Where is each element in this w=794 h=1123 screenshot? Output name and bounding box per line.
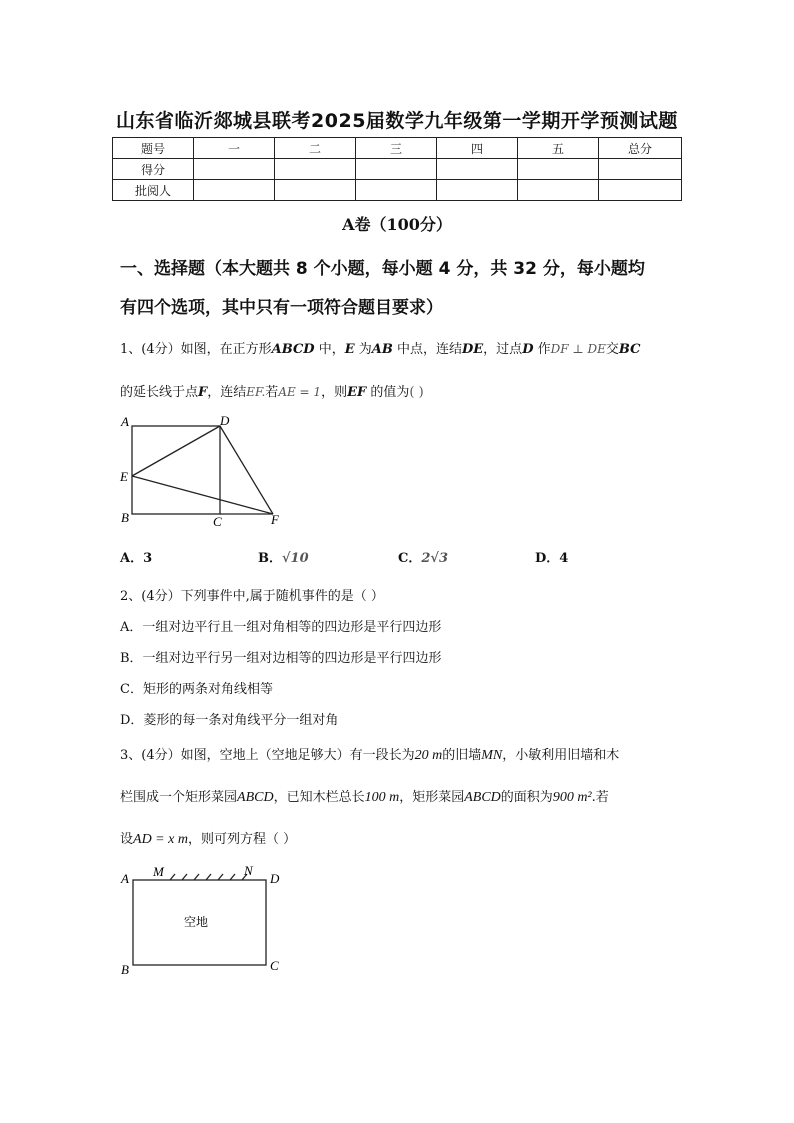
q1-label-c: C — [213, 514, 222, 529]
section-a-title: A卷（100分） — [342, 215, 452, 234]
q3-stem-line3 — [120, 828, 296, 848]
score-header-cell: 一 — [194, 138, 275, 159]
reviewer-cell[interactable] — [437, 180, 518, 201]
q3-math-ad: AD = x m — [133, 832, 188, 847]
reviewer-cell[interactable] — [194, 180, 275, 201]
q1-answer-paren: ( ) — [409, 385, 424, 400]
score-table — [112, 137, 682, 201]
q3-label-c: C — [270, 958, 279, 973]
q3-text: .若 — [591, 790, 609, 805]
q3-text: 设 — [120, 832, 134, 847]
q1-text: 交 — [605, 342, 619, 357]
q3-text: 栏围成一个矩形菜园 — [120, 790, 238, 805]
q1-label-b: B — [121, 510, 129, 525]
score-header-cell: 三 — [356, 138, 437, 159]
part1-heading-line1: 一、选择题（本大题共 8 个小题，每小题 4 分，共 32 分，每小题均 — [120, 259, 645, 279]
reviewer-cell[interactable] — [356, 180, 437, 201]
q1-term: ABCD — [271, 342, 315, 357]
q3-text: 3、(4分）如图，空地上（空地足够大）有一段长为 — [120, 748, 415, 763]
score-header-cell: 四 — [437, 138, 518, 159]
score-cell[interactable] — [356, 159, 437, 180]
q1-math-ae: AE = 1 — [278, 385, 322, 399]
q1-label-f: F — [271, 512, 279, 527]
q1-square-abcd — [132, 426, 220, 514]
q1-option-c-math: 2√3 — [421, 551, 448, 566]
q1-line-ef — [132, 476, 273, 514]
q1-text: 中点，连结 — [392, 342, 462, 357]
q1-option-b[interactable] — [258, 547, 309, 566]
q3-text: 的面积为 — [500, 790, 553, 805]
q1-text: 的值为 — [366, 385, 410, 400]
q3-figure — [112, 860, 292, 980]
q3-math-mn: MN — [481, 748, 503, 763]
q1-line-df — [220, 426, 273, 514]
score-table-header-row — [113, 138, 682, 159]
score-cell[interactable] — [599, 159, 682, 180]
q3-label-d: D — [270, 871, 280, 886]
reviewer-cell[interactable] — [599, 180, 682, 201]
q3-math-20m: 20 m — [414, 748, 443, 763]
q1-label-d: D — [220, 413, 230, 428]
q1-term: F — [198, 385, 208, 400]
score-row — [113, 159, 682, 180]
q2-option-a[interactable]: A．一组对边平行且一组对角相等的四边形是平行四边形 — [120, 620, 442, 635]
q1-option-a[interactable]: A．3 — [120, 551, 153, 566]
q3-old-wall-hatching — [170, 874, 247, 880]
q3-math-abcd: ABCD — [237, 790, 274, 805]
q3-label-m: M — [153, 864, 164, 879]
score-header-cell: 题号 — [113, 138, 194, 159]
q1-text: 中， — [314, 342, 345, 357]
q1-option-c-label: C． — [398, 551, 422, 566]
q2-option-b[interactable]: B．一组对边平行另一组对边相等的四边形是平行四边形 — [120, 651, 442, 666]
q3-stem-line2 — [120, 786, 609, 806]
reviewer-row — [113, 180, 682, 201]
q3-math-abcd: ABCD — [464, 790, 501, 805]
page-title: 山东省临沂郯城县联考2025届数学九年级第一学期开学预测试题 — [116, 110, 678, 132]
score-row-label: 得分 — [113, 159, 194, 180]
q1-text: 作 — [533, 342, 551, 357]
reviewer-cell[interactable] — [275, 180, 356, 201]
q1-text: ，则 — [321, 385, 348, 400]
q1-term: DE — [461, 342, 484, 357]
score-header-cell: 总分 — [599, 138, 682, 159]
q3-stem-line1 — [120, 744, 619, 764]
q2-stem: 2、(4分）下列事件中,属于随机事件的是（ ） — [120, 589, 384, 604]
q1-term: E — [344, 342, 355, 357]
q1-term: EF — [347, 385, 367, 400]
part1-heading-line2: 有四个选项，其中只有一项符合题目要求） — [120, 298, 443, 318]
q1-text: ，连结 — [207, 385, 247, 400]
q1-term: BC — [618, 342, 641, 357]
score-header-cell: 二 — [275, 138, 356, 159]
q1-option-d[interactable]: D．4 — [535, 551, 569, 566]
q1-figure — [112, 410, 292, 530]
score-cell[interactable] — [518, 159, 599, 180]
q1-text: 若 — [265, 385, 279, 400]
q1-stem-line1 — [120, 338, 640, 357]
q3-text: ，已知木栏总长 — [273, 790, 365, 805]
q1-option-b-math: √10 — [282, 551, 309, 566]
q1-text: 的延长线于点 — [120, 385, 199, 400]
score-cell[interactable] — [194, 159, 275, 180]
q1-line-de — [132, 426, 220, 476]
q3-text: ，小敏利用旧墙和木 — [502, 748, 620, 763]
q3-math-area: 900 m² — [552, 790, 592, 805]
q1-option-b-label: B． — [258, 551, 282, 566]
q3-text: 的旧墙 — [442, 748, 482, 763]
q3-label-n: N — [244, 863, 253, 878]
q1-math-ef: EF. — [246, 385, 266, 399]
reviewer-cell[interactable] — [518, 180, 599, 201]
score-cell[interactable] — [437, 159, 518, 180]
q3-math-100m: 100 m — [364, 790, 400, 805]
q1-text: ，过点 — [483, 342, 523, 357]
q3-label-b: B — [121, 962, 129, 977]
q1-label-e: E — [120, 469, 128, 484]
score-cell[interactable] — [275, 159, 356, 180]
q1-math-perp: DF ⊥ DE — [550, 342, 606, 356]
reviewer-row-label: 批阅人 — [113, 180, 194, 201]
q2-option-c[interactable]: C．矩形的两条对角线相等 — [120, 682, 273, 697]
q3-text: ，矩形菜园 — [399, 790, 465, 805]
q1-option-c[interactable] — [398, 547, 448, 566]
q1-label-a: A — [121, 414, 129, 429]
q1-stem-line2 — [120, 381, 424, 400]
q3-label-open-ground: 空地 — [184, 915, 209, 929]
q3-text: ，则可列方程（ ） — [187, 832, 297, 847]
score-header-cell: 五 — [518, 138, 599, 159]
q1-term: D — [522, 342, 534, 357]
q3-label-a: A — [121, 871, 129, 886]
q1-text: 为 — [354, 342, 372, 357]
q1-term: AB — [371, 342, 393, 357]
q2-option-d[interactable]: D．菱形的每一条对角线平分一组对角 — [120, 713, 339, 728]
q1-text: 1、(4分）如图，在正方形 — [120, 342, 272, 357]
